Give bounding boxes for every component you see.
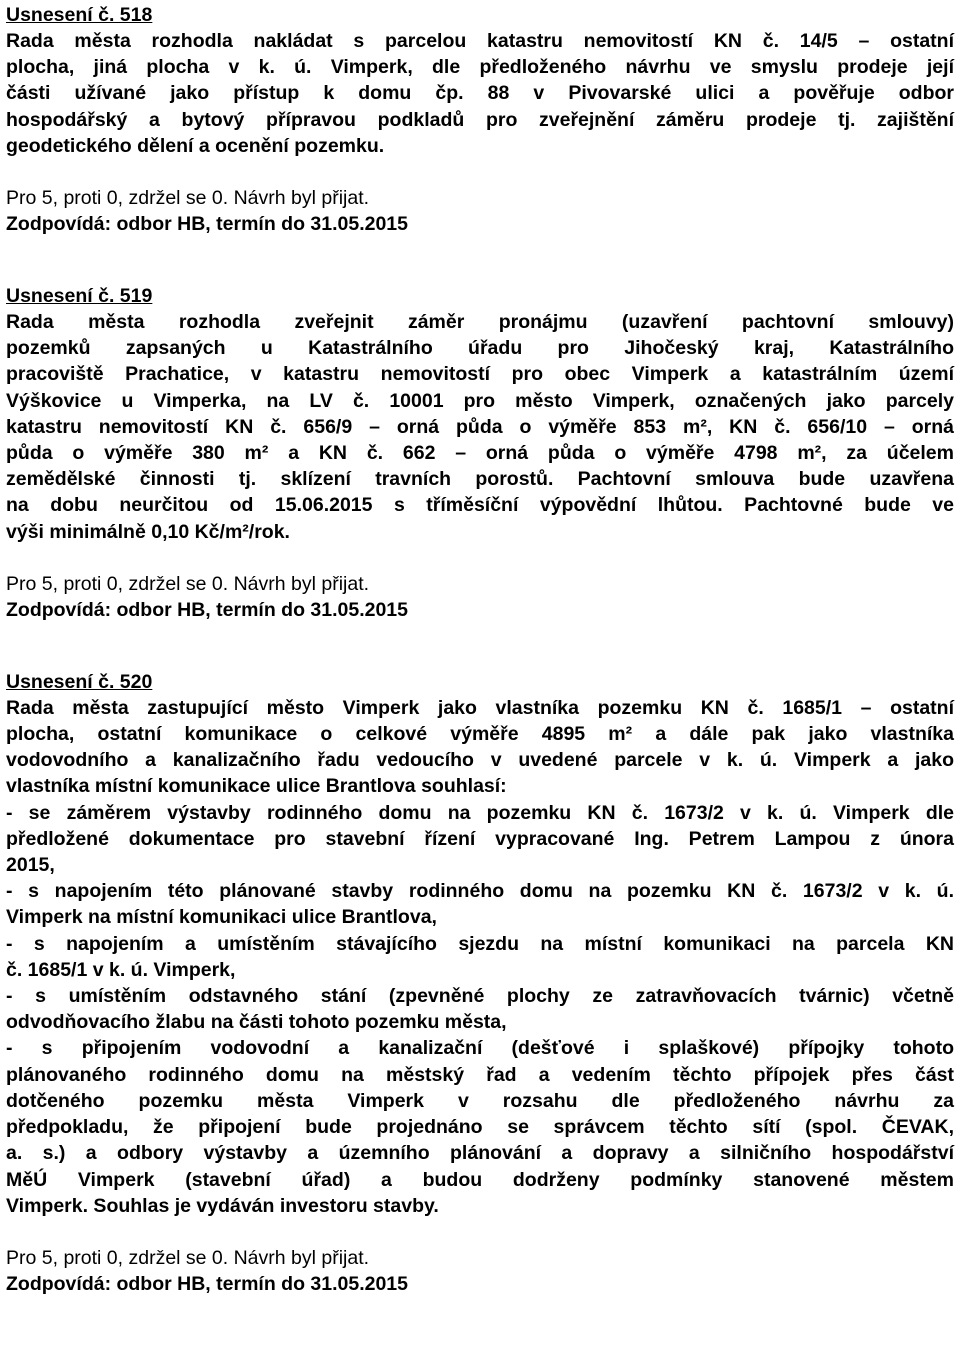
section-spacer — [6, 237, 954, 283]
text-line: Rada města rozhodla zveřejnit záměr pronájmu (uzavření pachtovní smlouvy) — [6, 311, 954, 334]
text-line: Rada města zastupující město Vimperk jako vlastníka pozemku KN č. 1685/1 – ostatní — [6, 696, 954, 719]
text-line: a. s.) a odbory výstavby a územního plánování a dopravy a silničního hospodářství — [6, 1142, 954, 1165]
text-line: hospodářský a bytový přípravou podkladů pro zveřejnění záměru prodeje tj. zajištění — [6, 108, 954, 131]
resolution-heading: Usnesení č. 519 — [6, 285, 153, 308]
text-line: plánovaného rodinného domu na městský řad a vedením těchto přípojek přes část — [6, 1063, 954, 1086]
text-line: Rada města rozhodla nakládat s parcelou katastru nemovitostí KN č. 14/5 – ostatní — [6, 30, 954, 52]
text-line: 2015, — [6, 854, 55, 877]
spacer — [6, 1219, 954, 1245]
text-line: části užívané jako přístup k domu čp. 88 v Pivovarské ulici a pověřuje odbor — [6, 82, 954, 105]
text-line: výši minimálně 0,10 Kč/m²/rok. — [6, 520, 290, 543]
responsibility-line: Zodpovídá: odbor HB, termín do 31.05.2015 — [6, 598, 408, 621]
spacer — [6, 159, 954, 185]
text-line: půda o výměře 380 m² a KN č. 662 – orná půda o výměře 4798 m², za účelem — [6, 442, 954, 465]
text-line: pracoviště Prachatice, v katastru nemovitostí pro obec Vimperk a katastrálním území — [6, 363, 954, 386]
vote-result: Pro 5, proti 0, zdržel se 0. Návrh byl přijat. — [6, 1246, 370, 1269]
text-line: předpokladu, že připojení bude projednáno se správcem těchto sítí (spol. ČEVAK, — [6, 1116, 954, 1139]
text-line: pozemků zapsaných u Katastrálního úřadu pro Jihočeský kraj, Katastrálního — [6, 337, 954, 360]
text-line: plocha, ostatní komunikace o celkové výměře 4895 m² a dále pak jako vlastníka — [6, 723, 954, 746]
text-line: na dobu neurčitou od 15.06.2015 s tříměsíční výpovědní lhůtou. Pachtovné bude ve — [6, 494, 954, 517]
text-line: katastru nemovitostí KN č. 656/9 – orná půda o výměře 853 m², KN č. 656/10 – orná — [6, 415, 954, 438]
text-line: - s umístěním odstavného stání (zpevněné plochy ze zatravňovacích tvárnic) včetně — [6, 985, 954, 1008]
resolution-520 — [6, 669, 954, 1297]
resolution-heading: Usnesení č. 520 — [6, 670, 153, 693]
text-line: Vimperk na místní komunikaci ulice Brantlova, — [6, 906, 437, 929]
resolution-518 — [6, 2, 954, 237]
text-line: - s napojením a umístěním stávajícího sjezdu na místní komunikaci na parcela KN — [6, 932, 954, 955]
text-line: dotčeného pozemku města Vimperk v rozsahu dle předloženého návrhu za — [6, 1089, 954, 1112]
text-line: vodovodního a kanalizačního řadu vedoucího v uvedené parcele v k. ú. Vimperk a jako — [6, 749, 954, 772]
text-line: MěÚ Vimperk (stavební úřad) a budou dodrženy podmínky stanovené městem — [6, 1168, 954, 1191]
responsibility-line: Zodpovídá: odbor HB, termín do 31.05.2015 — [6, 1272, 408, 1295]
resolution-text — [6, 695, 954, 1219]
text-line: vlastníka místní komunikace ulice Brantlova souhlasí: — [6, 775, 507, 798]
text-line: plocha, jiná plocha v k. ú. Vimperk, dle předloženého návrhu ve smyslu prodeje její — [6, 56, 954, 79]
vote-result: Pro 5, proti 0, zdržel se 0. Návrh byl přijat. — [6, 572, 370, 595]
responsibility-line: Zodpovídá: odbor HB, termín do 31.05.2015 — [6, 213, 408, 236]
text-line: předložené dokumentace pro stavební řízení vypracované Ing. Petrem Lampou z února — [6, 827, 954, 850]
resolution-text — [6, 309, 954, 545]
section-spacer — [6, 623, 954, 669]
vote-result: Pro 5, proti 0, zdržel se 0. Návrh byl přijat. — [6, 187, 370, 210]
text-line: - s napojením této plánované stavby rodinného domu na pozemku KN č. 1673/2 v k. ú. — [6, 880, 954, 903]
text-line: zemědělské činnosti tj. sklízení travních porostů. Pachtovní smlouva bude uzavřena — [6, 468, 954, 491]
text-line: odvodňovacího žlabu na části tohoto pozemku města, — [6, 1011, 507, 1034]
text-line: - se záměrem výstavby rodinného domu na pozemku KN č. 1673/2 v k. ú. Vimperk dle — [6, 801, 954, 824]
text-line: geodetického dělení a ocenění pozemku. — [6, 134, 385, 157]
text-line: č. 1685/1 v k. ú. Vimperk, — [6, 958, 236, 981]
text-line: - s připojením vodovodní a kanalizační (dešťové i splaškové) přípojky tohoto — [6, 1037, 954, 1060]
resolution-text — [6, 28, 954, 159]
text-line: Výškovice u Vimperka, na LV č. 10001 pro město Vimperk, označených jako parcely — [6, 389, 954, 412]
resolution-heading: Usnesení č. 518 — [6, 4, 153, 26]
text-line: Vimperk. Souhlas je vydáván investoru stavby. — [6, 1194, 439, 1217]
resolution-519 — [6, 283, 954, 623]
spacer — [6, 545, 954, 571]
